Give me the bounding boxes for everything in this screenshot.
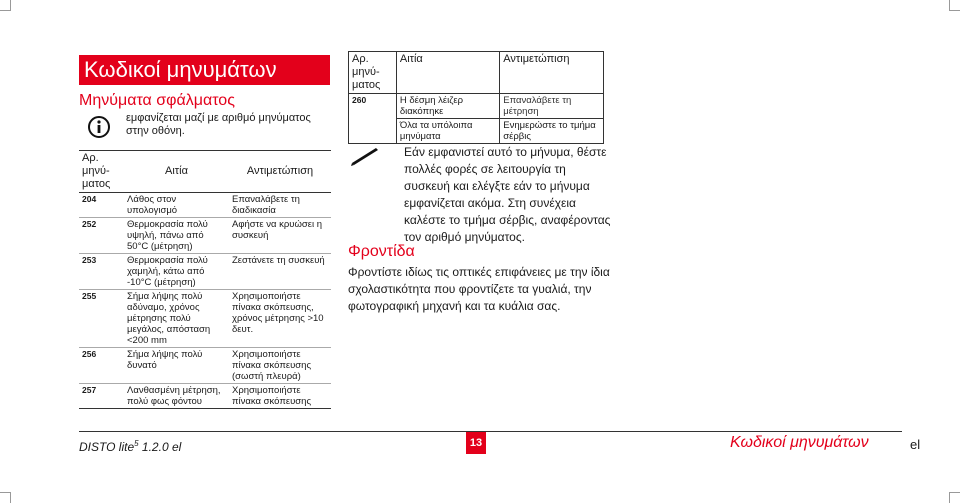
table-row [79, 290, 331, 348]
error-action: Χρησιμοποιήστε πίνακα σκόπευσης (σωστή πλευρά) [232, 349, 312, 382]
error-action: Χρησιμοποιήστε πίνακα σκόπευσης, χρόνος μέτρησης >10 δευτ. [232, 291, 324, 335]
other-codes-table [348, 51, 604, 144]
error-code: 252 [82, 219, 97, 229]
error-code: 255 [82, 291, 97, 301]
error-action: Χρησιμοποιήστε πίνακα σκόπευσης [232, 385, 312, 407]
column-header-action: Αντιμετώπιση [500, 52, 604, 94]
error-action: Ζεστάνετε τη συσκευή [232, 255, 325, 266]
error-cause: Όλα τα υπόλοιπα μηνύματα [396, 119, 499, 144]
note-text: Εάν εμφανιστεί αυτό το μήνυμα, θέστε πολλές φορές σε λειτουργία τη συσκευή και ελέγξτε εάν το μήνυμα εμφανίζεται ακόμα. Στη συνέχεια καλέστε το τμήμα σέρβις, αναφέροντας τον αριθμό μηνύματος. [404, 145, 611, 244]
footer-section-title: Κωδικοί μηνυμάτων [730, 434, 869, 451]
error-cause: Λάθος στον υπολογισμό [127, 194, 178, 216]
column-header-code: Αρ. μηνύ- ματος [349, 52, 397, 94]
info-text: εμφανίζεται μαζί με αριθμό μηνύματος στην οθόνη. [126, 112, 311, 137]
error-code [349, 119, 397, 144]
crop-mark [0, 0, 11, 11]
column-header-action: Αντιμετώπιση [246, 165, 314, 177]
product-superscript: 5 [134, 439, 139, 448]
error-code: 253 [82, 255, 97, 265]
error-cause: Σήμα λήψης πολύ δυνατό [127, 349, 203, 371]
error-cause: Λανθασμένη μέτρηση, πολύ φως φόντου [127, 385, 221, 407]
crop-mark [949, 492, 960, 503]
product-name: DISTO lite [79, 440, 135, 454]
column-header-cause: Αιτία [165, 165, 188, 177]
crop-mark [0, 492, 11, 503]
column-header-code: Αρ. μηνύ- ματος [82, 152, 111, 190]
table-row [79, 384, 331, 409]
table-row [349, 119, 604, 144]
product-version: 1.2.0 el [141, 440, 182, 454]
error-code: 204 [82, 194, 97, 204]
error-cause: Η δέσμη λέιζερ διακόπηκε [396, 94, 499, 119]
error-cause: Θερμοκρασία πολύ υψηλή, πάνω από 50°C (μέτρηση) [127, 219, 208, 252]
error-action: Επαναλάβετε τη διαδικασία [232, 194, 300, 216]
crop-mark [949, 0, 960, 11]
error-action: Επαναλάβετε τη μέτρηση [500, 94, 604, 119]
error-code: 256 [82, 349, 97, 359]
table-row [79, 348, 331, 384]
section-title-care: Φροντίδα [348, 243, 415, 260]
pen-note-icon [350, 146, 380, 166]
error-action: Ενημερώστε το τμήμα σέρβις [500, 119, 604, 144]
page-title: Κωδικοί μηνυμάτων [79, 55, 330, 85]
page-number: 13 [466, 432, 486, 454]
table-row [349, 94, 604, 119]
error-codes-table [79, 150, 331, 409]
language-code: el [910, 437, 921, 452]
error-code: 260 [349, 94, 397, 119]
section-title-errors: Μηνύματα σφάλματος [79, 92, 235, 109]
table-row [79, 254, 331, 290]
footer-product [79, 439, 181, 454]
table-row [79, 218, 331, 254]
column-header-cause: Αιτία [396, 52, 499, 94]
error-cause: Σήμα λήψης πολύ αδύναμο, χρόνος μέτρησης πολύ μεγάλος, απόσταση <200 mm [127, 291, 211, 346]
footer-divider [79, 431, 902, 432]
care-text: Φροντίστε ιδίως τις οπτικές επιφάνειες με την ίδια σχολαστικότητα που φροντίζετε τα γυαλιά, την φωτογραφική μηχανή και τα κυάλια σας. [348, 265, 610, 313]
error-code: 257 [82, 385, 97, 395]
error-cause: Θερμοκρασία πολύ χαμηλή, κάτω από -10°C (μέτρηση) [127, 255, 208, 288]
info-icon [88, 116, 110, 138]
error-action: Αφήστε να κρυώσει η συσκευή [232, 219, 323, 241]
table-row [79, 193, 331, 218]
